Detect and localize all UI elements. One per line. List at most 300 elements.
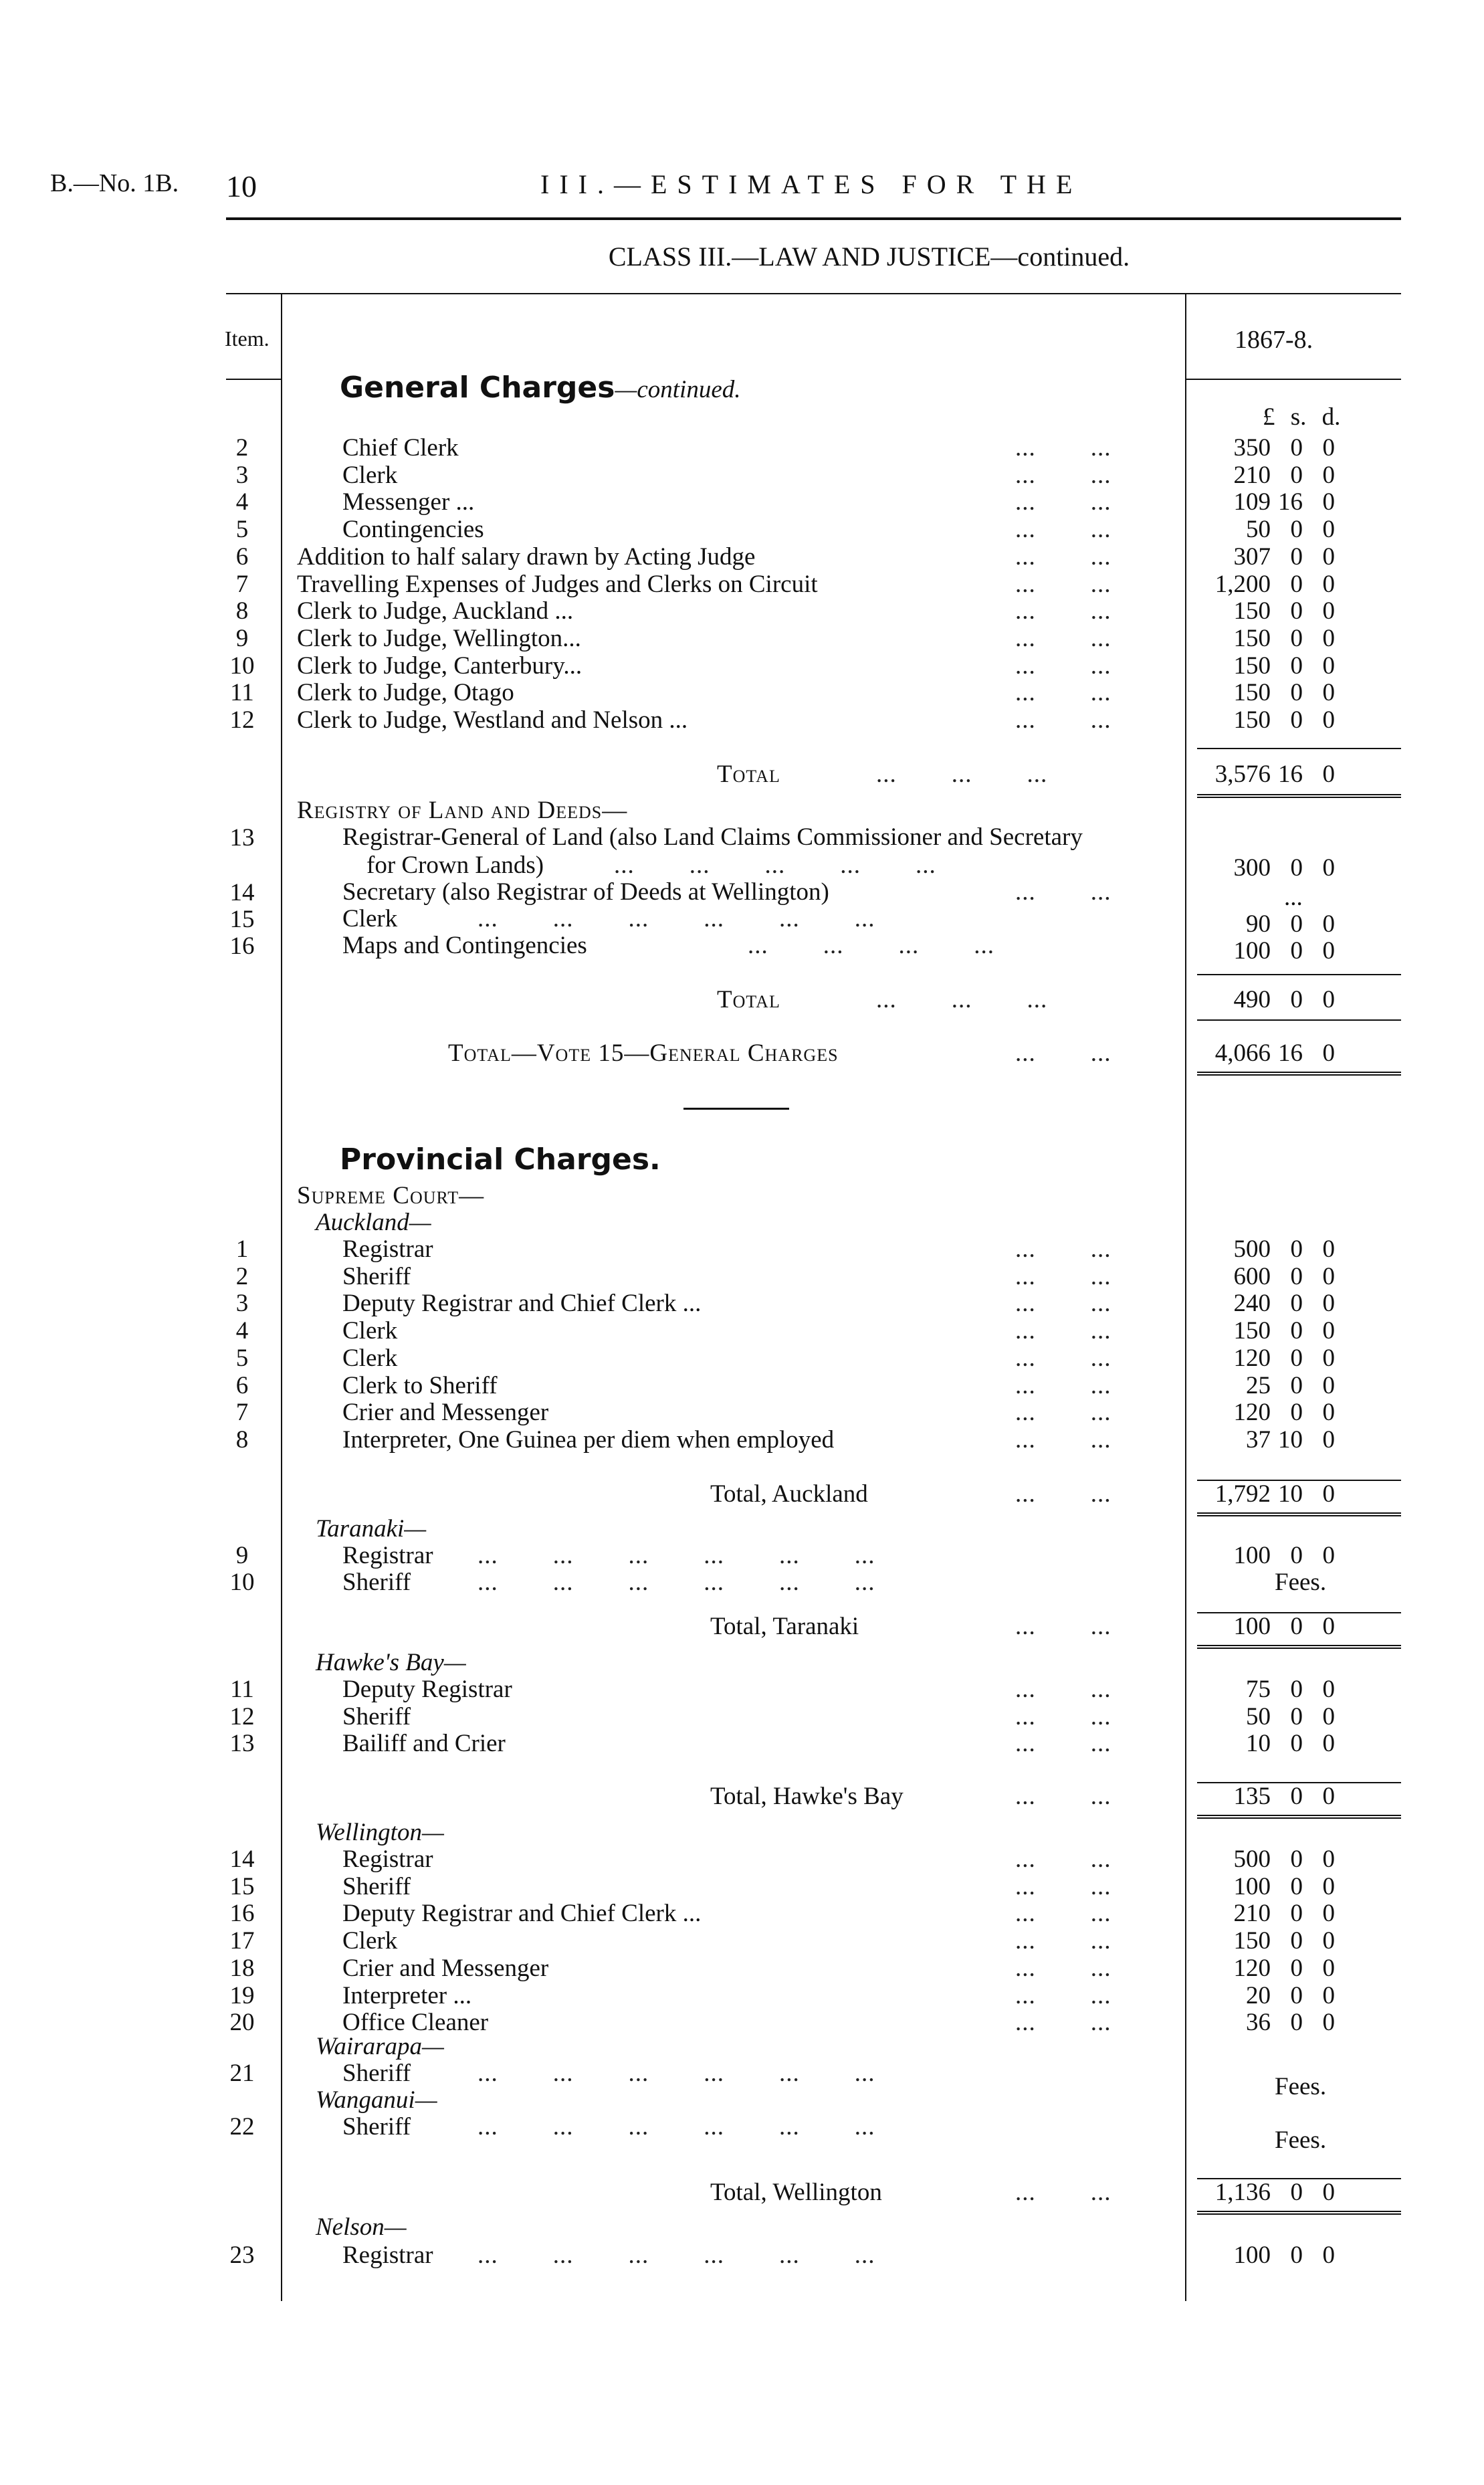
pence: 0: [1322, 1783, 1335, 1810]
leader-dots: ... ...: [1015, 461, 1111, 489]
shillings: 0: [1290, 854, 1303, 882]
nelson-registrar: Registrar: [342, 2242, 433, 2269]
item-number: 5: [235, 516, 249, 544]
row-description: Sheriff: [342, 1702, 411, 1730]
row-description: Interpreter ...: [342, 1981, 472, 2009]
leader-dots: ... ... ... ... ...: [614, 852, 936, 879]
leader-dots: ... ... ... ... ... ...: [478, 1542, 875, 1569]
row-amount: [1197, 653, 1335, 680]
leader-dots: ... ...: [1015, 570, 1111, 598]
row-amount: [1197, 435, 1335, 462]
year-header-rule: [1185, 379, 1401, 380]
leader-dots: ... ...: [1015, 1900, 1111, 1928]
pounds: 300: [1233, 854, 1271, 882]
leader-dots: ... ...: [1015, 516, 1111, 544]
leader-dots: ... ... ... ... ... ...: [478, 2242, 875, 2269]
registry-row-13-line1: Registrar-General of Land (also Land Claims Commissioner and Secretary: [342, 823, 1083, 851]
pounds: 50: [1246, 1702, 1271, 1730]
row-amount: [1197, 1928, 1335, 1955]
pence: 0: [1322, 761, 1335, 788]
item-number: 16: [229, 1900, 255, 1928]
pence: 0: [1322, 1425, 1335, 1454]
pence: 0: [1322, 652, 1335, 680]
item-number: 11: [230, 679, 254, 707]
pence: 0: [1322, 1542, 1335, 1569]
row-amount: [1197, 1345, 1335, 1372]
shillings: 0: [1290, 1927, 1303, 1955]
row-amount: [1197, 625, 1335, 652]
item-number: 3: [235, 461, 249, 489]
row-amount: [1197, 1874, 1335, 1900]
pence: 0: [1322, 542, 1335, 571]
item-number: 14: [229, 879, 255, 906]
pence: 0: [1322, 1235, 1335, 1263]
pence: 0: [1322, 1900, 1335, 1928]
general-total-amount: [1197, 761, 1335, 788]
item-number: 8: [235, 597, 249, 625]
leader-dots: ... ...: [1015, 1954, 1111, 1982]
pence: 0: [1322, 1039, 1335, 1067]
leader-dots: ... ...: [1015, 1613, 1111, 1640]
row-amount: [1197, 1236, 1335, 1263]
row-description: Clerk: [342, 1927, 398, 1955]
leader-dots: ... ... ... ...: [748, 932, 994, 959]
pence: 0: [1322, 1344, 1335, 1372]
leader-dots: ... ...: [1015, 624, 1111, 652]
pounds: 1,136: [1214, 2179, 1271, 2206]
leader-dots: ... ...: [1015, 1872, 1111, 1900]
row-description: Clerk to Judge, Canterbury...: [297, 652, 582, 680]
pounds: 100: [1233, 937, 1271, 965]
pounds: 120: [1233, 1344, 1271, 1372]
row-amount: [1197, 462, 1335, 489]
pence: 0: [1322, 1702, 1335, 1730]
shillings: 0: [1290, 1954, 1303, 1982]
leader-dots: ... ...: [1015, 1981, 1111, 2009]
pounds: 500: [1233, 1235, 1271, 1263]
leader-dots: ... ... ...: [876, 986, 1048, 1013]
pence: 0: [1322, 1846, 1335, 1873]
item-number: 17: [229, 1927, 255, 1955]
item-number: 14: [229, 1846, 255, 1873]
row-amount: [1197, 489, 1335, 516]
shillings: 0: [1290, 1344, 1303, 1372]
auckland-label: Auckland—: [316, 1209, 431, 1236]
row-description: Clerk to Judge, Wellington...: [297, 624, 581, 652]
item-number: 2: [235, 1262, 249, 1290]
wellington-total-double-rule: [1197, 2211, 1401, 2215]
registry-total-label: Total: [717, 986, 780, 1013]
pence: 0: [1322, 1927, 1335, 1955]
auckland-total-label: Total, Auckland: [710, 1480, 868, 1508]
pounds: 500: [1233, 1846, 1271, 1873]
vote-total-amount: [1197, 1040, 1335, 1067]
pence: 0: [1322, 1981, 1335, 2009]
pence: 0: [1322, 1371, 1335, 1399]
registry-row-16-text: Maps and Contingencies: [342, 932, 587, 959]
pence: 0: [1322, 2009, 1335, 2037]
row-description: Clerk to Sheriff: [342, 1371, 498, 1399]
item-number: 15: [229, 906, 255, 933]
pounds: 100: [1233, 1542, 1271, 1569]
pence: 0: [1322, 624, 1335, 652]
shillings: 0: [1290, 597, 1303, 625]
leader-dots: ... ...: [1015, 679, 1111, 707]
row-description: Clerk: [342, 1344, 398, 1372]
item-column-divider: [281, 294, 282, 2301]
shillings: 0: [1290, 2009, 1303, 2037]
taranaki-sheriff-fees: Fees.: [1275, 1569, 1327, 1596]
item-number: 9: [235, 624, 249, 652]
registry-total-rule: [1197, 1019, 1401, 1021]
auckland-total-amount: [1197, 1481, 1335, 1508]
row-amount: [1197, 598, 1335, 625]
pounds: 109: [1233, 488, 1271, 516]
shillings: 0: [1290, 1981, 1303, 2009]
row-description: Bailiff and Crier: [342, 1730, 506, 1758]
leader-dots: ... ...: [1015, 1730, 1111, 1758]
row-amount: [1197, 1676, 1335, 1703]
row-amount: [1197, 1373, 1335, 1399]
item-number: 22: [229, 2113, 255, 2141]
shillings: 0: [1290, 679, 1303, 707]
registry-row-16-amount: [1197, 938, 1335, 965]
registry-sum-rule: [1197, 974, 1401, 975]
pounds: 210: [1233, 461, 1271, 489]
leader-dots: ... ...: [1015, 1262, 1111, 1290]
row-amount: [1197, 680, 1335, 706]
registry-row-13-amount: [1197, 855, 1335, 882]
row-amount: [1197, 1955, 1335, 1982]
item-number: 12: [229, 706, 255, 734]
pounds: 210: [1233, 1900, 1271, 1928]
leader-dots: ... ...: [1015, 488, 1111, 516]
pence: 0: [1322, 854, 1335, 882]
row-amount: [1197, 516, 1335, 543]
registry-row-15-text: Clerk: [342, 905, 398, 932]
shillings: 0: [1290, 1235, 1303, 1263]
row-amount: [1197, 1264, 1335, 1290]
item-number: 12: [229, 1702, 255, 1730]
item-number: 4: [235, 1317, 249, 1345]
row-amount: [1197, 1730, 1335, 1757]
pence: 0: [1322, 1290, 1335, 1318]
general-sum-rule: [1197, 748, 1401, 749]
row-description: Clerk to Judge, Auckland ...: [297, 597, 574, 625]
row-amount: [1197, 1900, 1335, 1927]
pounds: 150: [1233, 597, 1271, 625]
item-number: 20: [229, 2009, 255, 2037]
row-description: Contingencies: [342, 516, 484, 544]
pounds: 120: [1233, 1954, 1271, 1982]
item-header-rule: [226, 379, 281, 380]
pence: 0: [1322, 1730, 1335, 1758]
row-description: Deputy Registrar and Chief Clerk ...: [342, 1900, 702, 1928]
pounds: 490: [1233, 986, 1271, 1013]
item-number: 6: [235, 1371, 249, 1399]
item-number: 8: [235, 1425, 249, 1454]
pounds: 90: [1246, 910, 1271, 938]
taranaki-registrar: Registrar: [342, 1542, 433, 1569]
pence: 0: [1322, 679, 1335, 707]
pence: 0: [1322, 1872, 1335, 1900]
shillings: 0: [1290, 986, 1303, 1013]
general-total-label: Total: [717, 761, 780, 788]
row-description: Chief Clerk: [342, 434, 459, 462]
leader-dots: ... ...: [1015, 1846, 1111, 1873]
hawkes-bay-total-double-rule: [1197, 1815, 1401, 1819]
row-amount: [1197, 1399, 1335, 1426]
shillings: 16: [1278, 761, 1303, 788]
class-title: [0, 241, 1484, 272]
item-number: 5: [235, 1344, 249, 1372]
taranaki-sheriff: Sheriff: [342, 1569, 411, 1596]
pounds: 25: [1246, 1371, 1271, 1399]
auckland-total-double-rule: [1197, 1512, 1401, 1516]
row-description: Travelling Expenses of Judges and Clerks on Circuit: [297, 570, 818, 598]
item-number: 1: [235, 1235, 249, 1263]
leader-dots: ... ...: [1015, 1290, 1111, 1318]
wellington-total-amount: [1197, 2179, 1335, 2206]
pounds: 350: [1233, 434, 1271, 462]
pounds: 150: [1233, 652, 1271, 680]
wanganui-sheriff-fees: Fees.: [1275, 2126, 1327, 2154]
shillings: 0: [1290, 542, 1303, 571]
shillings: 0: [1290, 1846, 1303, 1873]
leader-dots: ... ... ...: [876, 761, 1048, 788]
pence: 0: [1322, 1399, 1335, 1427]
wellington-label: Wellington—: [316, 1819, 444, 1846]
pence: 0: [1322, 1676, 1335, 1703]
shillings: 0: [1290, 1317, 1303, 1345]
shillings: 0: [1290, 516, 1303, 544]
row-description: Clerk: [342, 461, 398, 489]
item-number: 4: [235, 488, 249, 516]
shillings: 0: [1290, 1702, 1303, 1730]
leader-dots: ... ...: [1015, 878, 1111, 906]
item-column-header: Item.: [225, 326, 270, 351]
row-description: Clerk to Judge, Otago: [297, 679, 514, 707]
taranaki-total-double-rule: [1197, 1645, 1401, 1649]
pence: 0: [1322, 1954, 1335, 1982]
taranaki-registrar-amount: [1197, 1543, 1335, 1569]
shillings: 16: [1278, 488, 1303, 516]
pounds: 150: [1233, 679, 1271, 707]
pounds: 3,576: [1214, 761, 1271, 788]
shillings: 0: [1290, 434, 1303, 462]
pounds: 1,792: [1214, 1480, 1271, 1508]
shillings: 0: [1290, 1399, 1303, 1427]
item-number: 18: [229, 1954, 255, 1982]
pounds: 20: [1246, 1981, 1271, 2009]
page-title: III.—ESTIMATES FOR THE: [540, 169, 1083, 199]
item-number: 19: [229, 1981, 255, 2009]
wellington-total-label: Total, Wellington: [710, 2179, 882, 2206]
leader-dots: ... ...: [1015, 1702, 1111, 1730]
pounds: 50: [1246, 516, 1271, 544]
pence: 0: [1322, 1480, 1335, 1508]
leader-dots: ... ...: [1015, 2179, 1111, 2206]
leader-dots: ... ...: [1015, 1399, 1111, 1427]
nelson-registrar-amount: [1197, 2242, 1335, 2269]
hawkes-bay-total-label: Total, Hawke's Bay: [710, 1783, 904, 1810]
continued-note: —continued.: [615, 376, 741, 403]
row-description: Messenger ...: [342, 488, 475, 516]
registry-row-15-amount: [1197, 911, 1335, 938]
leader-dots: ... ... ... ... ... ...: [478, 2060, 875, 2087]
currency-units: £ s. d.: [1263, 403, 1341, 431]
row-amount: [1197, 1983, 1335, 2009]
page-number: 10: [226, 169, 257, 203]
leader-dots: ... ... ... ... ... ...: [478, 1569, 875, 1596]
amount-column-divider: [1185, 294, 1186, 2301]
pence: 0: [1322, 570, 1335, 598]
item-number: 7: [235, 1399, 249, 1427]
row-amount: [1197, 707, 1335, 734]
wairarapa-sheriff-fees: Fees.: [1275, 2073, 1327, 2100]
wanganui-sheriff: Sheriff: [342, 2113, 411, 2141]
shillings: 0: [1290, 1872, 1303, 1900]
shillings: 0: [1290, 1783, 1303, 1810]
pence: 0: [1322, 488, 1335, 516]
pence: 0: [1322, 986, 1335, 1013]
pence: 0: [1322, 434, 1335, 462]
registry-row-14-value: ...: [1284, 884, 1303, 911]
shillings: 0: [1290, 461, 1303, 489]
leader-dots: ... ...: [1015, 1783, 1111, 1810]
row-description: Clerk to Judge, Westland and Nelson ...: [297, 706, 688, 734]
row-description: Registrar: [342, 1235, 433, 1263]
shillings: 0: [1290, 1613, 1303, 1640]
pounds: 600: [1233, 1262, 1271, 1290]
shillings: 16: [1278, 1039, 1303, 1067]
leader-dots: ... ...: [1015, 1480, 1111, 1508]
shillings: 0: [1290, 910, 1303, 938]
pounds: 37: [1246, 1425, 1271, 1454]
item-number: 9: [235, 1542, 249, 1569]
leader-dots: ... ...: [1015, 1235, 1111, 1263]
pence: 0: [1322, 597, 1335, 625]
general-charges-heading: [340, 371, 741, 405]
hawkes-bay-label: Hawke's Bay—: [316, 1649, 466, 1676]
pence: 0: [1322, 706, 1335, 734]
row-amount: [1197, 1318, 1335, 1345]
vote-total-double-rule: [1197, 1072, 1401, 1076]
item-number: 3: [235, 1290, 249, 1318]
pounds: 150: [1233, 1927, 1271, 1955]
row-description: Interpreter, One Guinea per diem when employed: [342, 1425, 835, 1454]
registry-row-13-line2: for Crown Lands): [366, 852, 544, 879]
item-number: 13: [229, 824, 255, 852]
hawkes-bay-total-amount: [1197, 1783, 1335, 1810]
row-description: Crier and Messenger: [342, 1399, 549, 1427]
row-amount: [1197, 2009, 1335, 2036]
pounds: 4,066: [1214, 1039, 1271, 1067]
row-description: Crier and Messenger: [342, 1954, 549, 1982]
pounds: 120: [1233, 1399, 1271, 1427]
item-number: 15: [229, 1872, 255, 1900]
general-charges-title: General Charges: [340, 371, 615, 405]
pence: 0: [1322, 2179, 1335, 2206]
pence: 0: [1322, 1317, 1335, 1345]
leader-dots: ... ...: [1015, 597, 1111, 625]
row-description: Deputy Registrar: [342, 1676, 512, 1703]
item-number: 10: [229, 652, 255, 680]
registry-total-amount: [1197, 987, 1335, 1013]
pence: 0: [1322, 910, 1335, 938]
shillings: 0: [1290, 1542, 1303, 1569]
taranaki-total-label: Total, Taranaki: [710, 1613, 859, 1640]
pence: 0: [1322, 461, 1335, 489]
item-number: 13: [229, 1730, 255, 1758]
leader-dots: ... ...: [1015, 2009, 1111, 2037]
shillings: 0: [1290, 1290, 1303, 1318]
shillings: 0: [1290, 624, 1303, 652]
item-number: 2: [235, 434, 249, 462]
row-amount: [1197, 1704, 1335, 1730]
leader-dots: ... ... ... ... ... ...: [478, 905, 875, 932]
pence: 0: [1322, 1613, 1335, 1640]
pounds: 36: [1246, 2009, 1271, 2037]
shillings: 0: [1290, 1730, 1303, 1758]
item-number: 6: [235, 542, 249, 571]
pounds: 135: [1233, 1783, 1271, 1810]
row-description: Addition to half salary drawn by Acting Judge: [297, 542, 756, 571]
row-description: Sheriff: [342, 1262, 411, 1290]
registry-heading: Registry of Land and Deeds—: [297, 797, 628, 824]
shillings: 0: [1290, 570, 1303, 598]
pounds: 150: [1233, 1317, 1271, 1345]
row-amount: [1197, 1290, 1335, 1317]
item-number: 7: [235, 570, 249, 598]
pence: 0: [1322, 1262, 1335, 1290]
table-top-rule: [226, 293, 1401, 294]
class-title-text: CLASS III.—LAW AND JUSTICE—continued.: [608, 241, 1130, 272]
pounds: 150: [1233, 706, 1271, 734]
leader-dots: ... ...: [1015, 1344, 1111, 1372]
pence: 0: [1322, 516, 1335, 544]
leader-dots: ... ...: [1015, 542, 1111, 571]
pounds: 150: [1233, 624, 1271, 652]
pence: 0: [1322, 937, 1335, 965]
shillings: 0: [1290, 2179, 1303, 2206]
wairarapa-label: Wairarapa—: [316, 2033, 444, 2060]
leader-dots: ... ...: [1015, 1676, 1111, 1703]
header-rule: [226, 217, 1401, 220]
item-number: 10: [229, 1569, 255, 1596]
pounds: 100: [1233, 2242, 1271, 2269]
row-amount: [1197, 1427, 1335, 1454]
leader-dots: ... ... ... ... ... ...: [478, 2113, 875, 2141]
general-total-double-rule: [1197, 794, 1401, 798]
document-code: B.—No. 1B.: [50, 169, 179, 197]
pounds: 10: [1246, 1730, 1271, 1758]
item-number: 11: [230, 1676, 254, 1703]
row-description: Sheriff: [342, 1872, 411, 1900]
wanganui-label: Wanganui—: [316, 2086, 437, 2114]
leader-dots: ... ...: [1015, 652, 1111, 680]
pounds: 100: [1233, 1872, 1271, 1900]
pounds: 75: [1246, 1676, 1271, 1703]
pounds: 1,200: [1214, 570, 1271, 598]
row-description: Clerk: [342, 1317, 398, 1345]
provincial-charges-heading: Provincial Charges.: [340, 1142, 661, 1177]
leader-dots: ... ...: [1015, 706, 1111, 734]
shillings: 10: [1278, 1425, 1303, 1454]
section-separator: [683, 1108, 789, 1110]
leader-dots: ... ...: [1015, 1425, 1111, 1454]
item-number: 16: [229, 932, 255, 960]
